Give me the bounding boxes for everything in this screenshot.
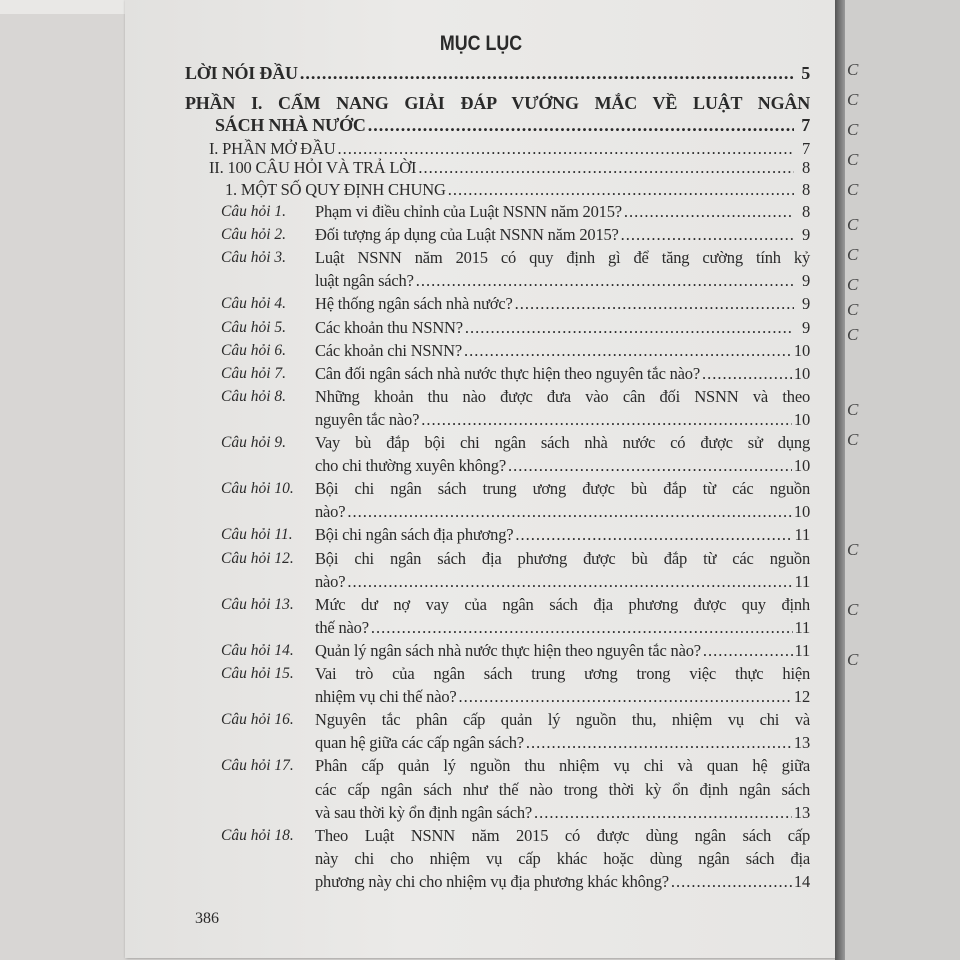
toc-line bbox=[315, 339, 810, 362]
toc-page-number: 10 bbox=[793, 340, 810, 360]
adjacent-page-text: C bbox=[847, 600, 859, 619]
toc-page-number: 11 bbox=[794, 525, 810, 545]
question-label: Câu hỏi 16. bbox=[221, 711, 294, 729]
toc-text: Các khoản chi NSNN? bbox=[315, 340, 462, 360]
adjacent-page-text: C bbox=[847, 400, 859, 419]
toc-page-number: 10 bbox=[793, 363, 810, 383]
dot-leader bbox=[526, 731, 792, 754]
toc-text: Luật NSNN năm 2015 có quy định gì để tăng cường tính kỷ bbox=[315, 248, 810, 268]
toc-text: Theo Luật NSNN năm 2015 có được dùng ngân sách cấp bbox=[315, 825, 810, 845]
toc-page-number: 9 bbox=[801, 225, 810, 245]
toc-text: I. PHẦN MỞ ĐẦU bbox=[209, 139, 336, 158]
toc-line bbox=[315, 269, 810, 292]
toc-page-number: 9 bbox=[801, 271, 810, 291]
dot-leader bbox=[703, 639, 793, 662]
toc-line bbox=[315, 870, 810, 893]
toc-line bbox=[315, 500, 810, 523]
toc-line bbox=[185, 92, 810, 115]
question-label: Câu hỏi 14. bbox=[221, 641, 294, 659]
toc-text: Bội chi ngân sách trung ương được bù đắp từ các nguồn bbox=[315, 479, 810, 499]
toc-line bbox=[315, 292, 810, 315]
toc-text: SÁCH NHÀ NƯỚC bbox=[215, 115, 366, 135]
toc-page-number: 8 bbox=[801, 202, 810, 221]
toc-text: Quản lý ngân sách nhà nước thực hiện theo nguyên tắc nào? bbox=[315, 640, 701, 660]
page-title: MỤC LỤC bbox=[439, 32, 523, 55]
dot-leader bbox=[418, 156, 794, 179]
toc-line bbox=[315, 778, 810, 801]
toc-page-number: 8 bbox=[801, 180, 810, 199]
toc-text: luật ngân sách? bbox=[315, 271, 414, 291]
toc-page-number: 13 bbox=[793, 733, 810, 753]
toc-line bbox=[315, 593, 810, 616]
toc-line bbox=[185, 62, 810, 85]
toc-line bbox=[315, 316, 810, 339]
toc-line bbox=[315, 547, 810, 570]
toc-text: Phạm vi điều chỉnh của Luật NSNN năm 2015? bbox=[315, 202, 622, 221]
toc-line bbox=[315, 385, 810, 408]
toc-page-number: 11 bbox=[794, 617, 810, 637]
adjacent-page-text: C bbox=[847, 120, 859, 139]
toc-page-number: 11 bbox=[794, 640, 810, 660]
dot-leader bbox=[459, 685, 792, 708]
toc-line bbox=[315, 639, 810, 662]
toc-line bbox=[315, 754, 810, 777]
dot-leader bbox=[671, 870, 792, 893]
toc-page-number: 7 bbox=[801, 139, 810, 158]
question-label: Câu hỏi 10. bbox=[221, 480, 294, 498]
question-label: Câu hỏi 17. bbox=[221, 757, 294, 775]
toc-text: Các khoản thu NSNN? bbox=[315, 317, 463, 337]
question-label: Câu hỏi 3. bbox=[221, 249, 287, 267]
toc-line bbox=[315, 523, 810, 546]
dot-leader bbox=[347, 570, 792, 593]
book-spine bbox=[835, 0, 845, 960]
toc-line bbox=[315, 477, 810, 500]
toc-page-number: 13 bbox=[793, 802, 810, 822]
dot-leader bbox=[464, 339, 792, 362]
toc-text: nhiệm vụ chi thế nào? bbox=[315, 687, 457, 707]
toc-text: Phân cấp quản lý nguồn thu nhiệm vụ chi và quan hệ giữa bbox=[315, 756, 810, 776]
adjacent-page-text: C bbox=[847, 60, 859, 79]
toc-line bbox=[315, 847, 810, 870]
toc-line bbox=[315, 824, 810, 847]
adjacent-page-text: C bbox=[847, 325, 859, 344]
question-label: Câu hỏi 8. bbox=[221, 387, 287, 405]
toc-line bbox=[215, 114, 810, 137]
toc-line bbox=[315, 454, 810, 477]
book-page bbox=[125, 0, 837, 958]
toc-line bbox=[315, 408, 810, 431]
toc-text: Nguyên tắc phân cấp quản lý nguồn thu, nhiệm vụ chi và bbox=[315, 710, 810, 730]
dot-leader bbox=[515, 292, 794, 315]
dot-leader bbox=[368, 114, 794, 137]
toc-text: các cấp ngân sách như thế nào trong thời kỳ ổn định ngân sách bbox=[315, 779, 810, 799]
question-label: Câu hỏi 9. bbox=[221, 434, 287, 451]
question-label: Câu hỏi 11. bbox=[221, 526, 293, 544]
toc-text: PHẦN I. CẨM NANG GIẢI ĐÁP VƯỚNG MẮC VỀ LUẬT NGÂN bbox=[185, 93, 810, 113]
toc-text: nào? bbox=[315, 502, 346, 522]
toc-line bbox=[315, 570, 810, 593]
toc-text: nguyên tắc nào? bbox=[315, 409, 420, 429]
toc-line bbox=[315, 200, 810, 223]
toc-text: và sau thời kỳ ổn định ngân sách? bbox=[315, 802, 533, 822]
dot-leader bbox=[621, 223, 794, 246]
dot-leader bbox=[416, 269, 794, 292]
adjacent-page-text: C bbox=[847, 180, 859, 199]
toc-page-number: 9 bbox=[801, 317, 810, 337]
toc-text: LỜI NÓI ĐẦU bbox=[185, 63, 298, 83]
toc-line bbox=[315, 223, 810, 246]
toc-line bbox=[209, 156, 810, 179]
toc-line bbox=[315, 801, 810, 824]
toc-page-number: 8 bbox=[801, 158, 810, 177]
toc-text: Mức dư nợ vay của ngân sách địa phương được quy định bbox=[315, 594, 810, 614]
question-label: Câu hỏi 15. bbox=[221, 665, 294, 682]
question-label: Câu hỏi 13. bbox=[221, 595, 294, 613]
adjacent-page-text: C bbox=[847, 540, 859, 559]
question-label: Câu hỏi 7. bbox=[221, 364, 287, 382]
question-label: Câu hỏi 18. bbox=[221, 826, 294, 844]
dot-leader bbox=[624, 200, 794, 223]
toc-text: quan hệ giữa các cấp ngân sách? bbox=[315, 733, 524, 753]
toc-line bbox=[225, 178, 810, 201]
adjacent-page-text: C bbox=[847, 650, 859, 669]
toc-text: Đối tượng áp dụng của Luật NSNN năm 2015? bbox=[315, 225, 619, 245]
question-label: Câu hỏi 1. bbox=[221, 203, 287, 220]
toc-text: thế nào? bbox=[315, 617, 369, 637]
adjacent-page bbox=[845, 0, 960, 960]
question-label: Câu hỏi 12. bbox=[221, 549, 294, 567]
dot-leader bbox=[508, 454, 792, 477]
toc-text: Bội chi ngân sách địa phương được bù đắp từ các nguồn bbox=[315, 548, 810, 568]
dot-leader bbox=[534, 801, 792, 824]
toc-page-number: 11 bbox=[794, 571, 810, 591]
toc-line bbox=[315, 662, 810, 685]
adjacent-page-text: C bbox=[847, 150, 859, 169]
adjacent-page-text: C bbox=[847, 90, 859, 109]
dot-leader bbox=[347, 500, 792, 523]
toc-text: Bội chi ngân sách địa phương? bbox=[315, 525, 514, 545]
toc-line bbox=[315, 708, 810, 731]
toc-text: Vay bù đắp bội chi ngân sách nhà nước có được sử dụng bbox=[315, 433, 810, 452]
question-label: Câu hỏi 2. bbox=[221, 226, 287, 244]
toc-text: Cân đối ngân sách nhà nước thực hiện theo nguyên tắc nào? bbox=[315, 363, 700, 383]
toc-page-number: 10 bbox=[793, 502, 810, 522]
toc-text: Vai trò của ngân sách trung ương trong việc thực hiện bbox=[315, 664, 810, 683]
adjacent-page-text: C bbox=[847, 430, 859, 449]
toc-text: Những khoản thu nào được đưa vào cân đối NSNN và theo bbox=[315, 386, 810, 406]
adjacent-page-text: C bbox=[847, 215, 859, 234]
dot-leader bbox=[300, 62, 794, 85]
toc-page-number: 10 bbox=[793, 456, 810, 476]
toc-page-number: 7 bbox=[801, 115, 810, 135]
dot-leader bbox=[515, 523, 792, 546]
adjacent-page-text: C bbox=[847, 275, 859, 294]
toc-line bbox=[315, 362, 810, 385]
toc-line bbox=[315, 731, 810, 754]
dot-leader bbox=[465, 316, 794, 339]
toc-page-number: 5 bbox=[801, 63, 810, 83]
toc-text: phương này chi cho nhiệm vụ địa phương khác không? bbox=[315, 871, 669, 891]
toc-page-number: 9 bbox=[801, 294, 810, 314]
toc-line bbox=[315, 431, 810, 454]
adjacent-page-text: C bbox=[847, 300, 859, 319]
toc-text: Hệ thống ngân sách nhà nước? bbox=[315, 294, 513, 314]
toc-text: này chi cho nhiệm vụ cấp khác hoặc dùng ngân sách địa bbox=[315, 848, 810, 868]
toc-line bbox=[315, 246, 810, 269]
toc-line bbox=[315, 616, 810, 639]
toc-text: cho chi thường xuyên không? bbox=[315, 456, 506, 476]
dot-leader bbox=[448, 178, 794, 201]
dot-leader bbox=[421, 408, 792, 431]
dot-leader bbox=[371, 616, 793, 639]
toc-page-number: 12 bbox=[793, 687, 810, 707]
question-label: Câu hỏi 4. bbox=[221, 295, 287, 313]
toc-page-number: 10 bbox=[793, 409, 810, 429]
question-label: Câu hỏi 6. bbox=[221, 341, 287, 359]
toc-line bbox=[315, 685, 810, 708]
page-number: 386 bbox=[195, 910, 219, 927]
question-label: Câu hỏi 5. bbox=[221, 318, 287, 336]
toc-text: 1. MỘT SỐ QUY ĐỊNH CHUNG bbox=[225, 180, 446, 199]
toc-text: II. 100 CÂU HỎI VÀ TRẢ LỜI bbox=[209, 158, 417, 177]
dot-leader bbox=[702, 362, 792, 385]
toc-page-number: 14 bbox=[793, 871, 810, 891]
toc-text: nào? bbox=[315, 571, 346, 591]
adjacent-page-text: C bbox=[847, 245, 859, 264]
